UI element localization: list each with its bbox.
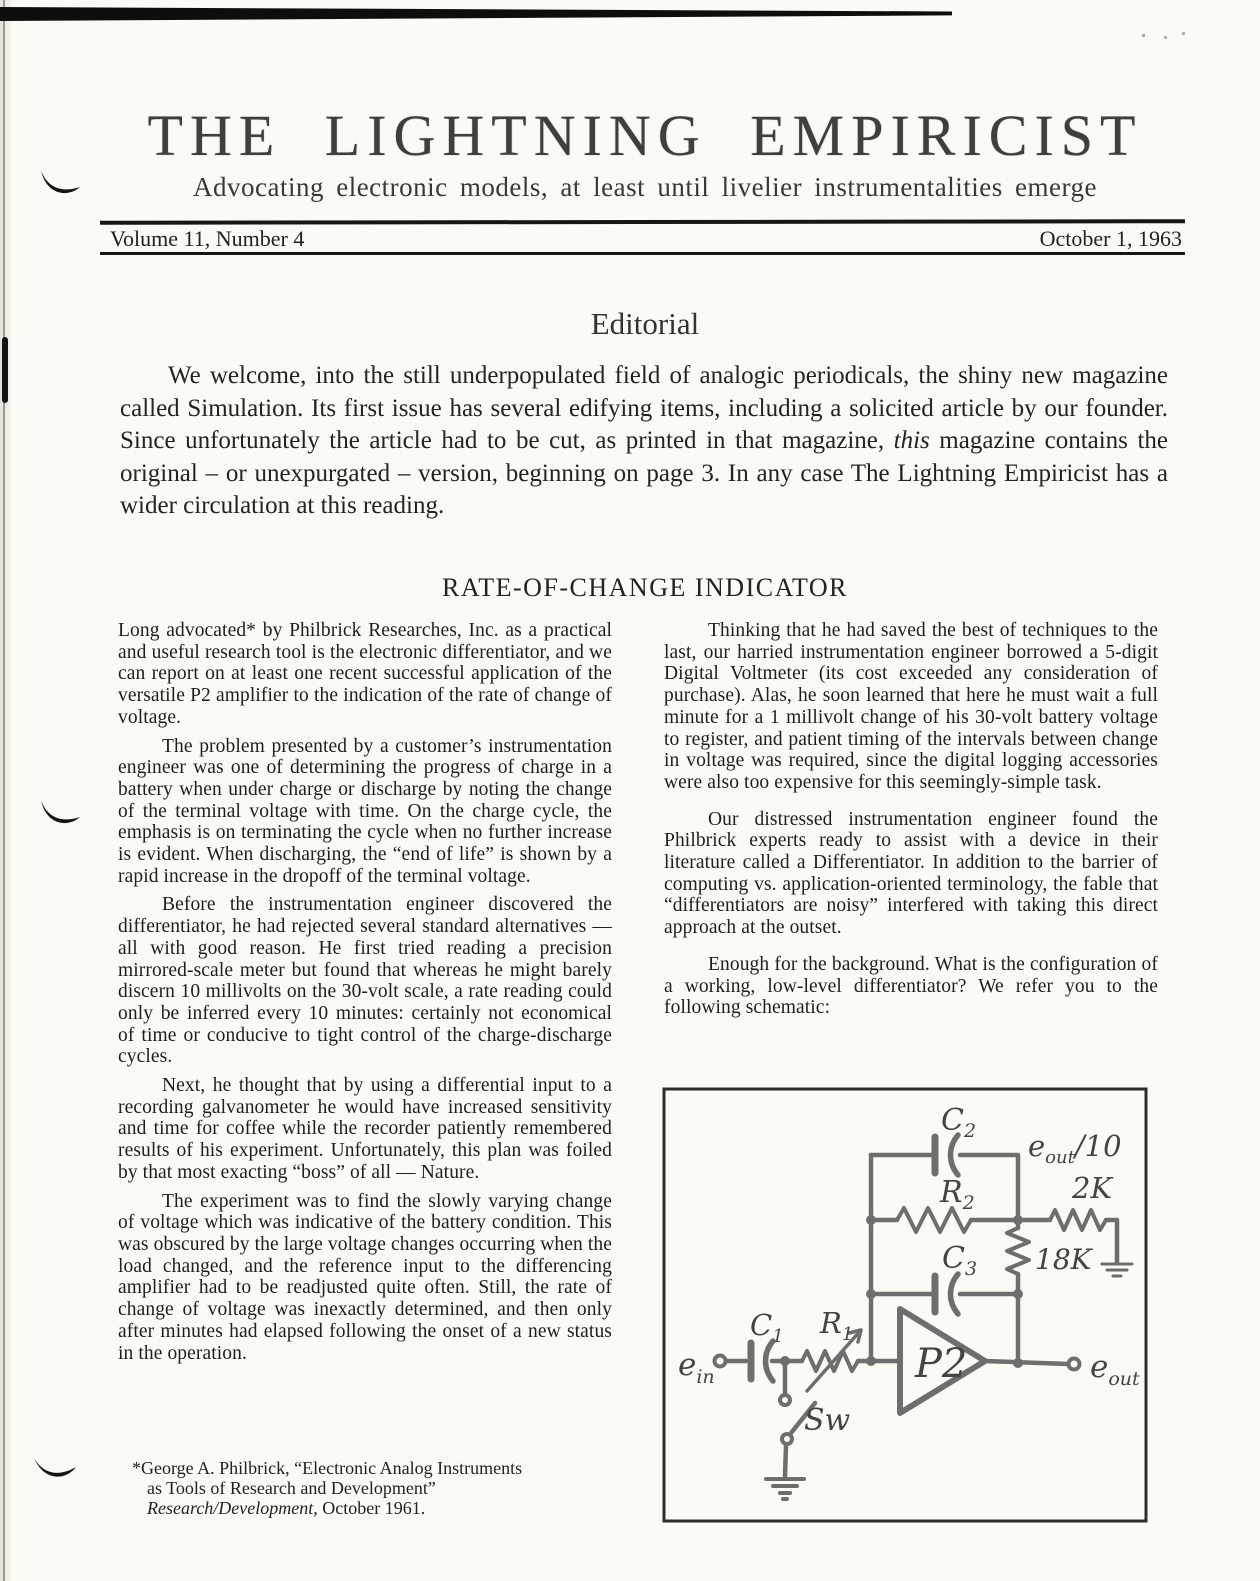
editorial-italic-word: this (893, 427, 930, 455)
paragraph: The experiment was to find the slowly varying change of voltage which was indicative of the battery condition. This was obscured by the large voltage changes occurring when the load changed, and the reference input to the differencing amplifier had to be readjusted quite often. Still, the rate of change of voltage was inexactly determined, and then only after minutes had elapsed following the onset of a new status in the operation. (118, 1190, 612, 1364)
sw-label: Sw (804, 1403, 851, 1438)
switch-contact (782, 1434, 792, 1444)
editorial-text: magazine contains the original – or unexpurgated – version, beginning on page 3. In any case The Lightning Empiricist has a wider circulation at this reading. (120, 427, 1168, 520)
differentiator-schematic (654, 1078, 1158, 1530)
c3-label: $C_3$ (942, 1241, 978, 1280)
paragraph: Thinking that he had saved the best of techniques to the last, our harried instrumentation engineer borrowed a 5-digit Digital Voltmeter (its cost exceeded any consideration of purchase). Alas, he soon learned that here he must wait a full minute for a 1 millivolt change of his 30-volt battery voltage to register, and patient timing of the intervals between change in voltage was required, since the digital logging accessories were also too expensive for this seemingly-simple task. (664, 620, 1158, 793)
scan-crescent-mark (31, 1448, 83, 1491)
article-title: RATE-OF-CHANGE INDICATOR (441, 573, 849, 602)
newsletter-title: THE LIGHTNING EMPIRICIST (147, 103, 1143, 168)
newsletter-subtitle: Advocating electronic models, at least until livelier instrumentalities emerge (192, 172, 1097, 202)
scan-crescent-mark (38, 798, 84, 832)
scan-crescent-mark (38, 168, 84, 202)
paragraph: Before the instrumentation engineer discovered the differentiator, he had rejected several standard alternatives — all with good reason. He first tried reading a precision mirrored-scale meter but found that whereas he might barely discern 10 millivolts on the 30-volt scale, a rate reading could only be inferred every 10 minutes: certainly not economical of time or conducive to tight control of the charge-discharge cycles. (118, 894, 612, 1068)
footnote-line (132, 1498, 610, 1518)
ein-label: $e_{in}$ (678, 1347, 715, 1388)
article-left-column (118, 620, 612, 1371)
r2-resistor (897, 1208, 971, 1232)
ein-terminal (715, 1356, 726, 1367)
issue-line (110, 226, 1182, 252)
header-rule-top (100, 219, 1185, 225)
paragraph: Enough for the background. What is the configuration of a working, low-level differentiator? We refer you to the following schematic: (664, 953, 1158, 1019)
resistor-18k-label: 18K (1035, 1243, 1092, 1276)
r1-label: $R_1$ (820, 1306, 854, 1345)
switch-contact (780, 1395, 790, 1405)
output-wire (985, 1361, 1068, 1364)
ground-symbol (1102, 1264, 1132, 1276)
scan-left-edge-line (3, 0, 5, 1581)
c2-label: $C_2$ (941, 1103, 977, 1142)
paragraph: Long advocated* by Philbrick Researches, Inc. as a practical and useful research tool is the electronic differentiator, and we can report on at least one recent successful application of the versatile P2 amplifier to the indication of the rate of change of voltage. (118, 620, 612, 728)
resistor-2k-label: 2K (1072, 1171, 1113, 1205)
ground-symbol (766, 1479, 804, 1499)
scan-left-margin-strip (0, 0, 13, 1581)
footnote-line: *George A. Philbrick, “Electronic Analog Instruments (132, 1458, 523, 1478)
article-right-column (664, 620, 1158, 1034)
scan-specks (1142, 34, 1145, 37)
c2-capacitor (951, 1135, 959, 1175)
paragraph: Next, he thought that by using a differential input to a recording galvanometer he would have increased sensitivity and time for coffee while the recorder patiently remembered results of his experiment. Unfortunately, this plan was foiled by that most exacting “boss” of all — Nature. (118, 1075, 612, 1183)
volume-number: Volume 11, Number 4 (110, 226, 305, 251)
editorial-heading: Editorial (590, 306, 700, 341)
r2-label: $R_2$ (940, 1175, 975, 1214)
footnote-line: as Tools of Research and Development” (147, 1478, 436, 1498)
p2-label: P2 (915, 1341, 968, 1387)
c1-label: $C_1$ (750, 1308, 784, 1347)
issue-date: October 1, 1963 (1039, 226, 1182, 251)
scan-top-black-bar (0, 7, 952, 21)
resistor-18k (1007, 1228, 1029, 1274)
editorial-text: We welcome, into the still underpopulated field of analogic periodicals, the shiny new magazine called Simulation. Its first issue has several edifying items, including a solicited article by our founder. Since unfortunately the article had to be cut, as printed in that magazine, (120, 362, 1168, 455)
eout-label: $e_{out}$ (1090, 1349, 1140, 1390)
eout-terminal (1069, 1359, 1080, 1370)
resistor-2k (1050, 1210, 1106, 1230)
footnote-text: October 1961. (317, 1498, 426, 1518)
eout10-label: $e_{out}/10$ (1028, 1129, 1122, 1168)
r1-resistor (802, 1351, 858, 1371)
paragraph: The problem presented by a customer’s instrumentation engineer was one of determining the progress of charge in a battery when under charge or discharge by noting the change of the terminal voltage with time. On the charge cycle, the emphasis is on terminating the cycle when no further increase is evident. When discharging, the “end of life” is shown by a rapid increase in the dropoff of the terminal voltage. (118, 735, 612, 887)
scan-ink-dash (2, 337, 8, 403)
editorial-body (120, 360, 1168, 523)
c3-capacitor (951, 1274, 959, 1314)
footnote-journal: Research/Development, (147, 1498, 318, 1518)
paragraph: Our distressed instrumentation engineer found the Philbrick experts ready to assist with a device in their literature called a Differentiator. In addition to the barrier of computing vs. application-oriented terminology, the fable that “differentiators are noisy” interfered with taking this direct approach at the outset. (664, 808, 1158, 939)
footnote (132, 1458, 610, 1518)
header-rule-bottom (100, 252, 1185, 255)
